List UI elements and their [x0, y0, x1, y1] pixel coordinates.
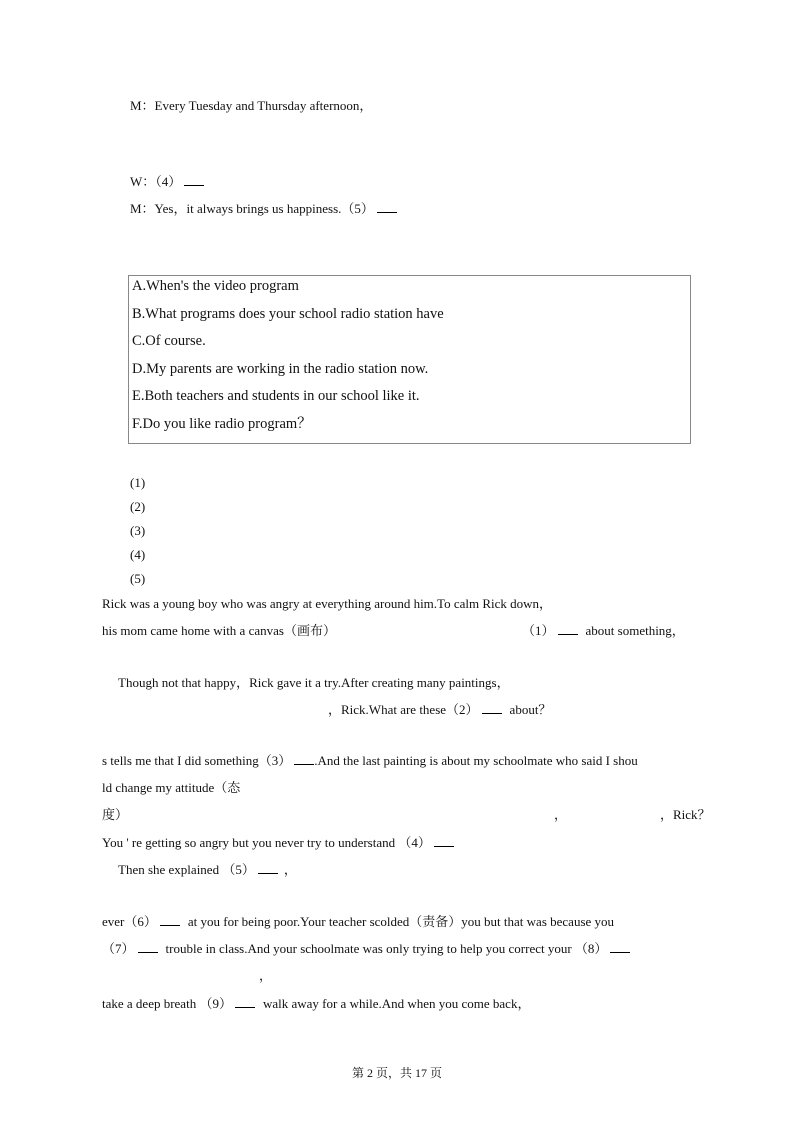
passage-line-7a: 度） [102, 807, 129, 822]
passage-line-6: ld change my attitude（态 [102, 780, 241, 795]
dialogue-line-w4: W：（4） [130, 174, 204, 190]
passage-line-8: You ' re getting so angry but you never try to understand （4） [102, 835, 454, 851]
answer-blank [258, 862, 278, 874]
passage-line-2b: （1） about something， [522, 623, 685, 638]
answer-blank [184, 174, 204, 186]
passage-line-2a: his mom came home with a canvas（画布） [102, 623, 336, 638]
answer-blank [434, 835, 454, 847]
option-f: F.Do you like radio program？ [132, 416, 312, 432]
answer-blank [294, 753, 314, 765]
answer-number-2: (2) [130, 499, 146, 514]
passage-line-5: s tells me that I did something（3） .And the last painting is about my schoolmate who said I shou [102, 753, 638, 768]
dialogue-line-m5: M：Yes，it always brings us happiness.（5） [130, 201, 397, 217]
answer-number-1: (1) [130, 475, 146, 490]
passage-line-12: ， [259, 968, 273, 983]
answer-blank [138, 941, 158, 953]
option-e: E.Both teachers and students in our school like it. [132, 388, 420, 404]
option-b: B.What programs does your school radio station have [132, 306, 444, 322]
passage-line-9: Then she explained （5） ， [118, 862, 297, 877]
answer-blank [160, 914, 180, 926]
answer-blank [610, 941, 630, 953]
answer-blank [558, 623, 578, 635]
passage-line-10: ever（6） at you for being poor.Your teacher scolded（责备）you but that was because you [102, 914, 615, 929]
answer-number-5: (5) [130, 571, 146, 586]
passage-line-7c: ，Rick？ [660, 807, 711, 822]
passage-line-4: ，Rick.What are these（2） about？ [328, 702, 552, 717]
options-box [128, 275, 691, 444]
page-footer: 第 2 页，共 17 页 [351, 1066, 442, 1080]
passage-line-7b: ， [554, 807, 568, 822]
answer-number-3: (3) [130, 523, 146, 538]
passage-line-1: Rick was a young boy who was angry at everything around him.To calm Rick down， [102, 596, 553, 611]
answer-blank [482, 702, 502, 714]
answer-blank [377, 201, 397, 213]
answer-blank [235, 996, 255, 1008]
option-a: A.When's the video program [132, 278, 299, 294]
passage-line-3: Though not that happy，Rick gave it a try.After creating many paintings， [118, 675, 510, 690]
answer-number-4: (4) [130, 547, 146, 562]
passage-line-13: take a deep breath （9） walk away for a while.And when you come back， [102, 996, 531, 1011]
dialogue-line-m1: M：Every Tuesday and Thursday afternoon， [130, 98, 373, 113]
option-d: D.My parents are working in the radio station now. [132, 361, 429, 377]
option-c: C.Of course. [132, 333, 206, 349]
passage-line-11: （7） trouble in class.And your schoolmate was only trying to help you correct your （8） [102, 941, 630, 957]
